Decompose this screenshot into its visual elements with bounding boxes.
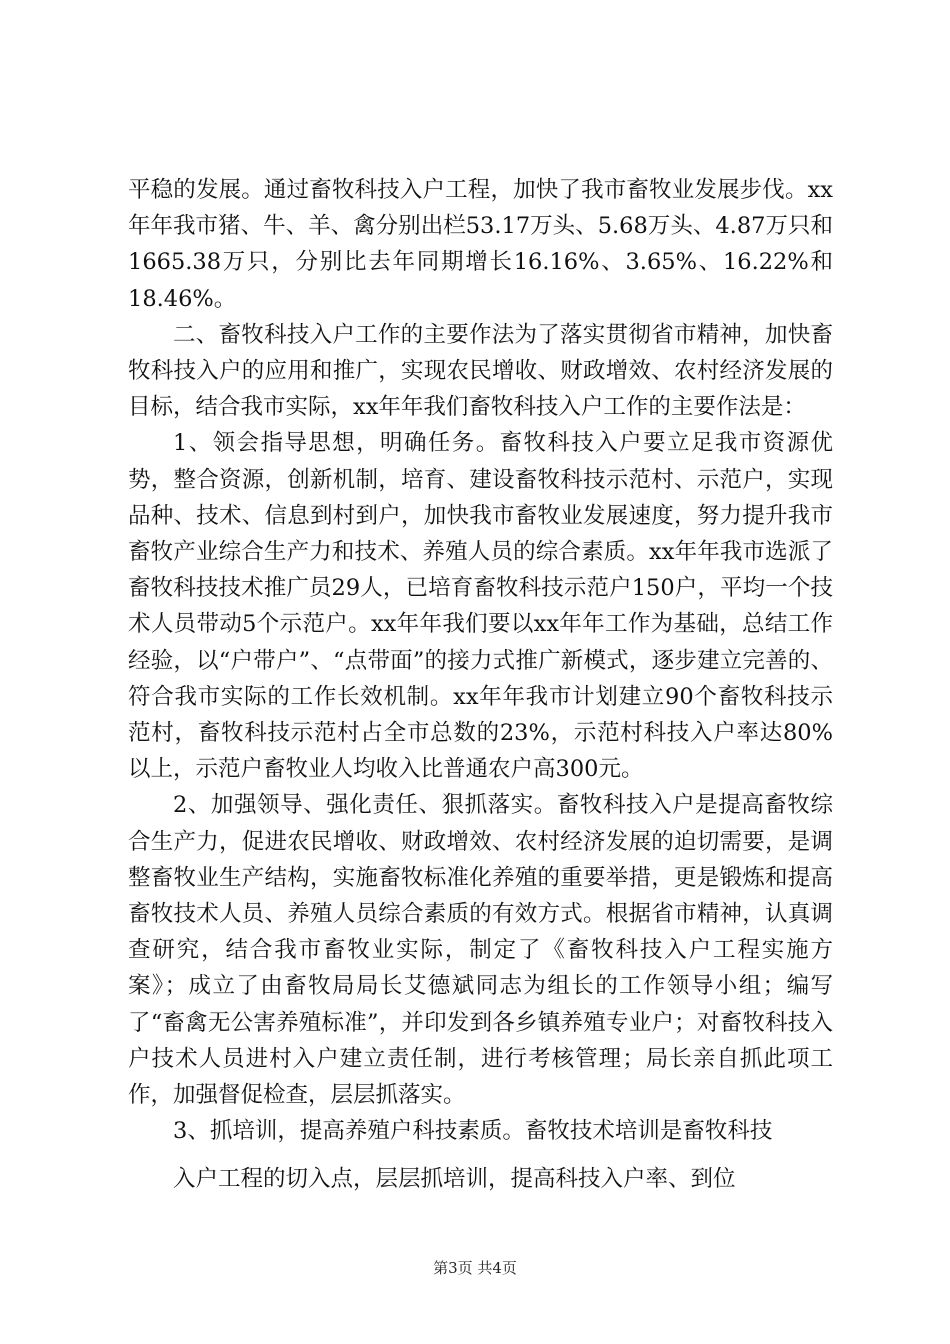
paragraph-item-three: 3、抓培训，提高养殖户科技素质。畜牧技术培训是畜牧科技 xyxy=(173,1118,773,1145)
paragraph-continuation: 入户工程的切入点，层层抓培训，提高科技入户率、到位 xyxy=(173,1166,736,1193)
document-body xyxy=(128,172,833,1198)
page-footer: 第3页 共4页 xyxy=(433,1259,517,1277)
paragraph-intro: 平稳的发展。通过畜牧科技入户工程，加快了我市畜牧业发展步伐。xx年年我市猪、牛、羊、禽分别出栏53.17万头、5.68万头、4.87万只和1665.38万只，分别比去年同期增长16.16%、3.65%、16.22%和18.46%。 xyxy=(128,177,833,312)
paragraph-section-two: 二、畜牧科技入户工作的主要作法为了落实贯彻省市精神，加快畜牧科技入户的应用和推广，实现农民增收、财政增效、农村经济发展的目标，结合我市实际，xx年年我们畜牧科技入户工作的主要作法是： xyxy=(128,321,833,421)
paragraph-item-two: 2、加强领导、强化责任、狠抓落实。畜牧科技入户是提高畜牧综合生产力，促进农民增收、财政增效、农村经济发展的迫切需要，是调整畜牧业生产结构，实施畜牧标准化养殖的重要举措，更是锻炼和提高畜牧技术人员、养殖人员综合素质的有效方式。根据省市精神，认真调查研究，结合我市畜牧业实际，制定了《畜牧科技入户工程实施方案》；成立了由畜牧局局长艾德斌同志为组长的工作领导小组；编写了“畜禽无公害养殖标准”，并印发到各乡镇养殖专业户；对畜牧科技入户技术人员进村入户建立责任制，进行考核管理；局长亲自抓此项工作，加强督促检查，层层抓落实。 xyxy=(128,792,833,1109)
paragraph-item-one: 1、领会指导思想，明确任务。畜牧科技入户要立足我市资源优势，整合资源，创新机制，培育、建设畜牧科技示范村、示范户，实现品种、技术、信息到村到户，加快我市畜牧业发展速度，努力提升我市畜牧产业综合生产力和技术、养殖人员的综合素质。xx年年我市选派了畜牧科技技术推广员29人，已培育畜牧科技示范户150户，平均一个技术人员带动5个示范户。xx年年我们要以xx年年工作为基础，总结工作经验，以“户带户”、“点带面”的接力式推广新模式，逐步建立完善的、符合我市实际的工作长效机制。xx年年我市计划建立90个畜牧科技示范村，畜牧科技示范村占全市总数的23%，示范村科技入户率达80%以上，示范户畜牧业人均收入比普通农户高300元。 xyxy=(128,430,833,783)
